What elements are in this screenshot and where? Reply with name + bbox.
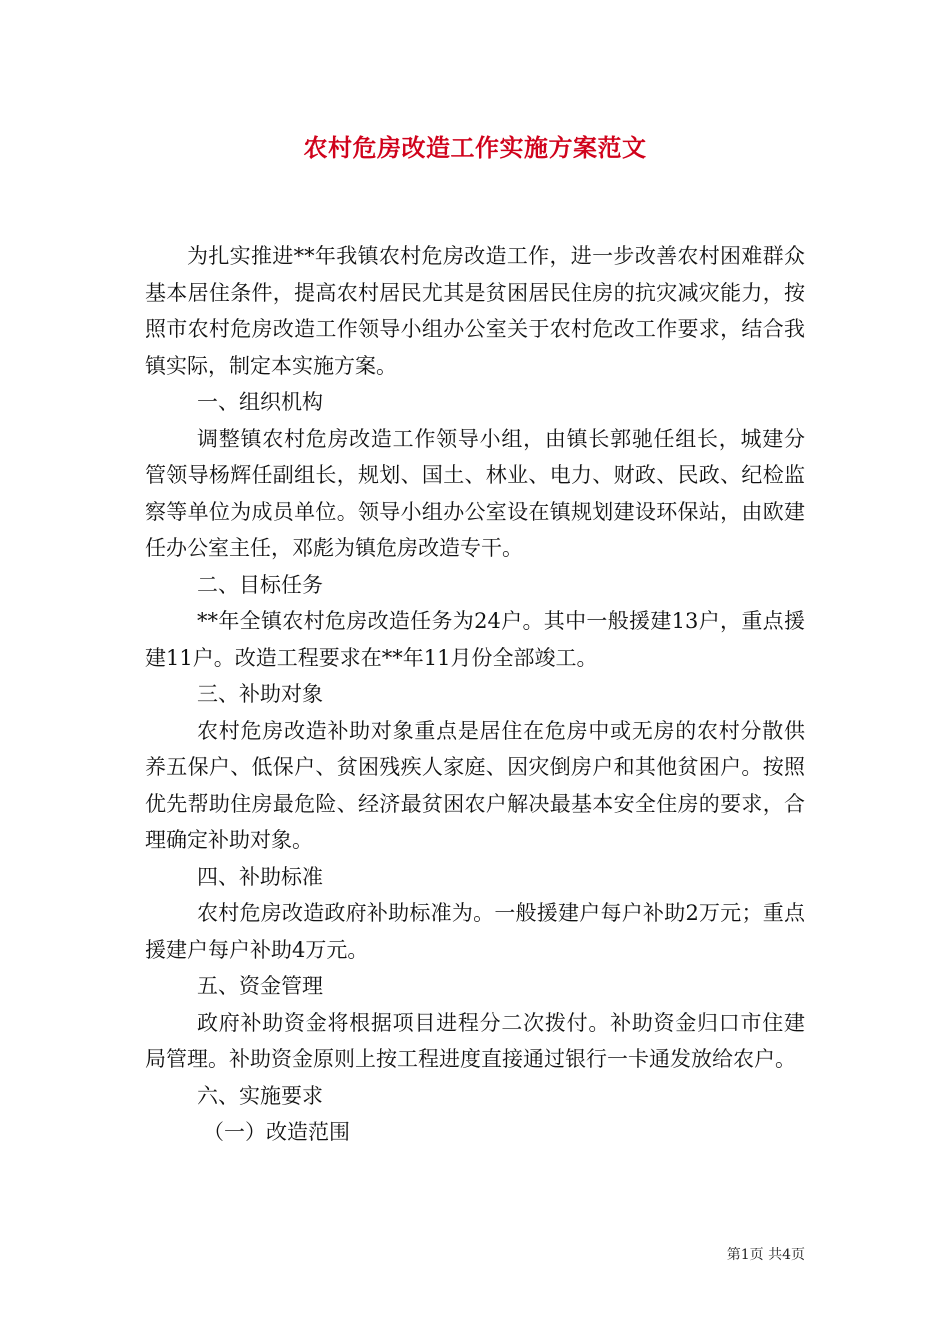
section-paragraph-subsidy-standard: 农村危房改造政府补助标准为。一般援建户每户补助2万元；重点援建户每户补助4万元。 xyxy=(145,901,805,962)
section-heading-fund-management: 五、资金管理 xyxy=(197,974,323,998)
section-paragraph-subsidy-targets: 农村危房改造补助对象重点是居住在危房中或无房的农村分散供养五保户、低保户、贫困残疾人家庭、因灾倒房户和其他贫困户。按照优先帮助住房最危险、经济最贫困农户解决最基本安全住房的要求，合理确定补助对象。 xyxy=(145,718,805,852)
section-heading-requirements: 六、实施要求 xyxy=(197,1083,323,1108)
section-heading-organization: 一、组织机构 xyxy=(197,390,323,414)
section-heading-subsidy-standard: 四、补助标准 xyxy=(197,864,323,889)
section-heading-subsidy-targets: 三、补助对象 xyxy=(197,682,323,706)
section-heading-targets: 二、目标任务 xyxy=(197,572,323,597)
section-paragraph-organization: 调整镇农村危房改造工作领导小组，由镇长郭驰任组长，城建分管领导杨辉任副组长，规划、国土、林业、电力、财政、民政、纪检监察等单位为成员单位。领导小组办公室设在镇规划建设环保站，由欧建任办公室主任，邓彪为镇危房改造专干。 xyxy=(145,426,805,560)
subsection-heading-scope: （一）改造范围 xyxy=(203,1120,350,1144)
page-number: 第1页 共4页 xyxy=(726,1247,805,1263)
section-paragraph-targets: **年全镇农村危房改造任务为24户。其中一般援建13户，重点援建11户。改造工程要求在**年11月份全部竣工。 xyxy=(145,609,805,670)
section-paragraph-fund-management: 政府补助资金将根据项目进程分二次拨付。补助资金归口市住建局管理。补助资金原则上按工程进度直接通过银行一卡通发放给农户。 xyxy=(145,1010,805,1071)
document-title: 农村危房改造工作实施方案范文 xyxy=(303,133,647,162)
document-body xyxy=(145,238,805,1151)
intro-paragraph: 为扎实推进**年我镇农村危房改造工作，进一步改善农村困难群众基本居住条件，提高农村居民尤其是贫困居民住房的抗灾减灾能力，按照市农村危房改造工作领导小组办公室关于农村危改工作要求，结合我镇实际，制定本实施方案。 xyxy=(145,244,805,378)
